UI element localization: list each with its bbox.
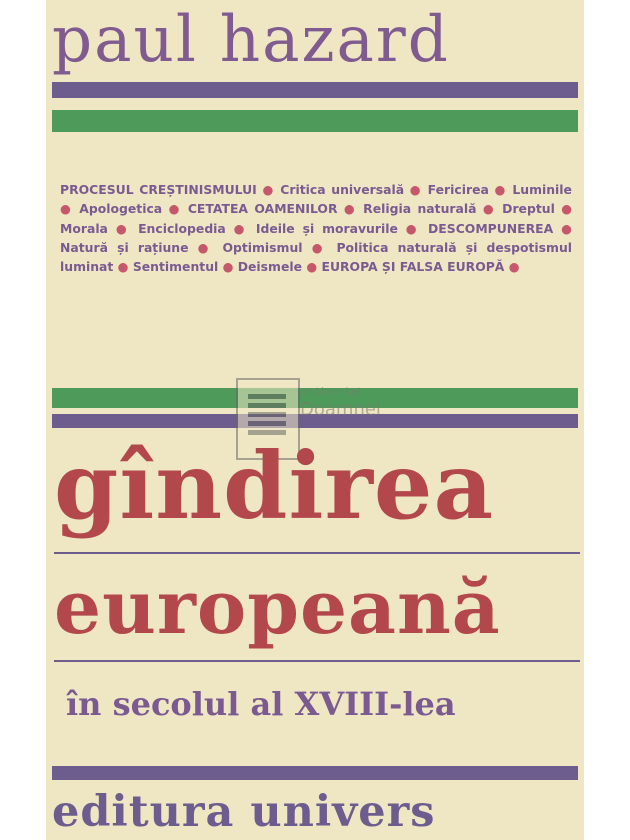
book-cover: [46, 0, 584, 840]
topic-item: Natură și rațiune: [60, 239, 189, 255]
topic-item: Deismele: [237, 259, 303, 275]
watermark-text: [300, 385, 460, 421]
topic-item: Religia naturală: [363, 201, 477, 217]
topic-item: Politica naturală și despotismul luminat: [60, 239, 573, 275]
topic-item: CETATEA OAMENILOR: [187, 201, 338, 217]
topic-item: Fericirea: [427, 182, 489, 197]
topic-item: Enciclopedia: [138, 220, 226, 236]
topic-item: Sentimentul: [132, 259, 219, 275]
topic-item: Apologetica: [79, 201, 163, 217]
title-line-1: gîndirea: [54, 432, 495, 540]
top-green-band: [52, 110, 578, 132]
watermark-line2: Doamnei: [300, 399, 381, 420]
subtitle: în secolul al XVIII-lea: [66, 685, 456, 723]
topic-item: DESCOMPUNEREA: [428, 220, 554, 236]
title-line-2: europeană: [54, 565, 501, 651]
bottom-purple-band: [52, 766, 578, 780]
topics-list: PROCESUL CREȘTINISMULUI ● Critica universală ● Fericirea ● Luminile ● Apologetica ● CETATEA OAMENILOR ● Religia naturală ● Dreptul ● Morala ● Enciclopedia ● Ideile și moravurile ● DESCOMPUNEREA ● Natură și rațiune ● Optimismul ● Politica naturală și despotismul luminat ● Sentimentul ● Deismele ● EUROPA ȘI FALSA EUROPĂ ●: [60, 182, 573, 275]
top-purple-band: [52, 82, 578, 98]
publisher-name: editura univers: [52, 787, 436, 837]
topic-item: Ideile și moravurile: [255, 220, 398, 236]
subtitle-divider: [54, 660, 580, 662]
topic-item: Critica universală: [280, 182, 405, 197]
topic-item: Optimismul: [222, 239, 303, 255]
topic-item: Luminile: [512, 182, 572, 197]
topic-item: EUROPA ȘI FALSA EUROPĂ: [321, 259, 505, 275]
topic-item: Morala: [60, 220, 108, 236]
topic-item: PROCESUL CREȘTINISMULUI: [60, 182, 257, 197]
watermark-line1: anticariat: [300, 385, 363, 398]
author-name: paul hazard: [52, 3, 450, 77]
title-divider: [54, 552, 580, 554]
topic-item: Dreptul: [502, 201, 555, 217]
